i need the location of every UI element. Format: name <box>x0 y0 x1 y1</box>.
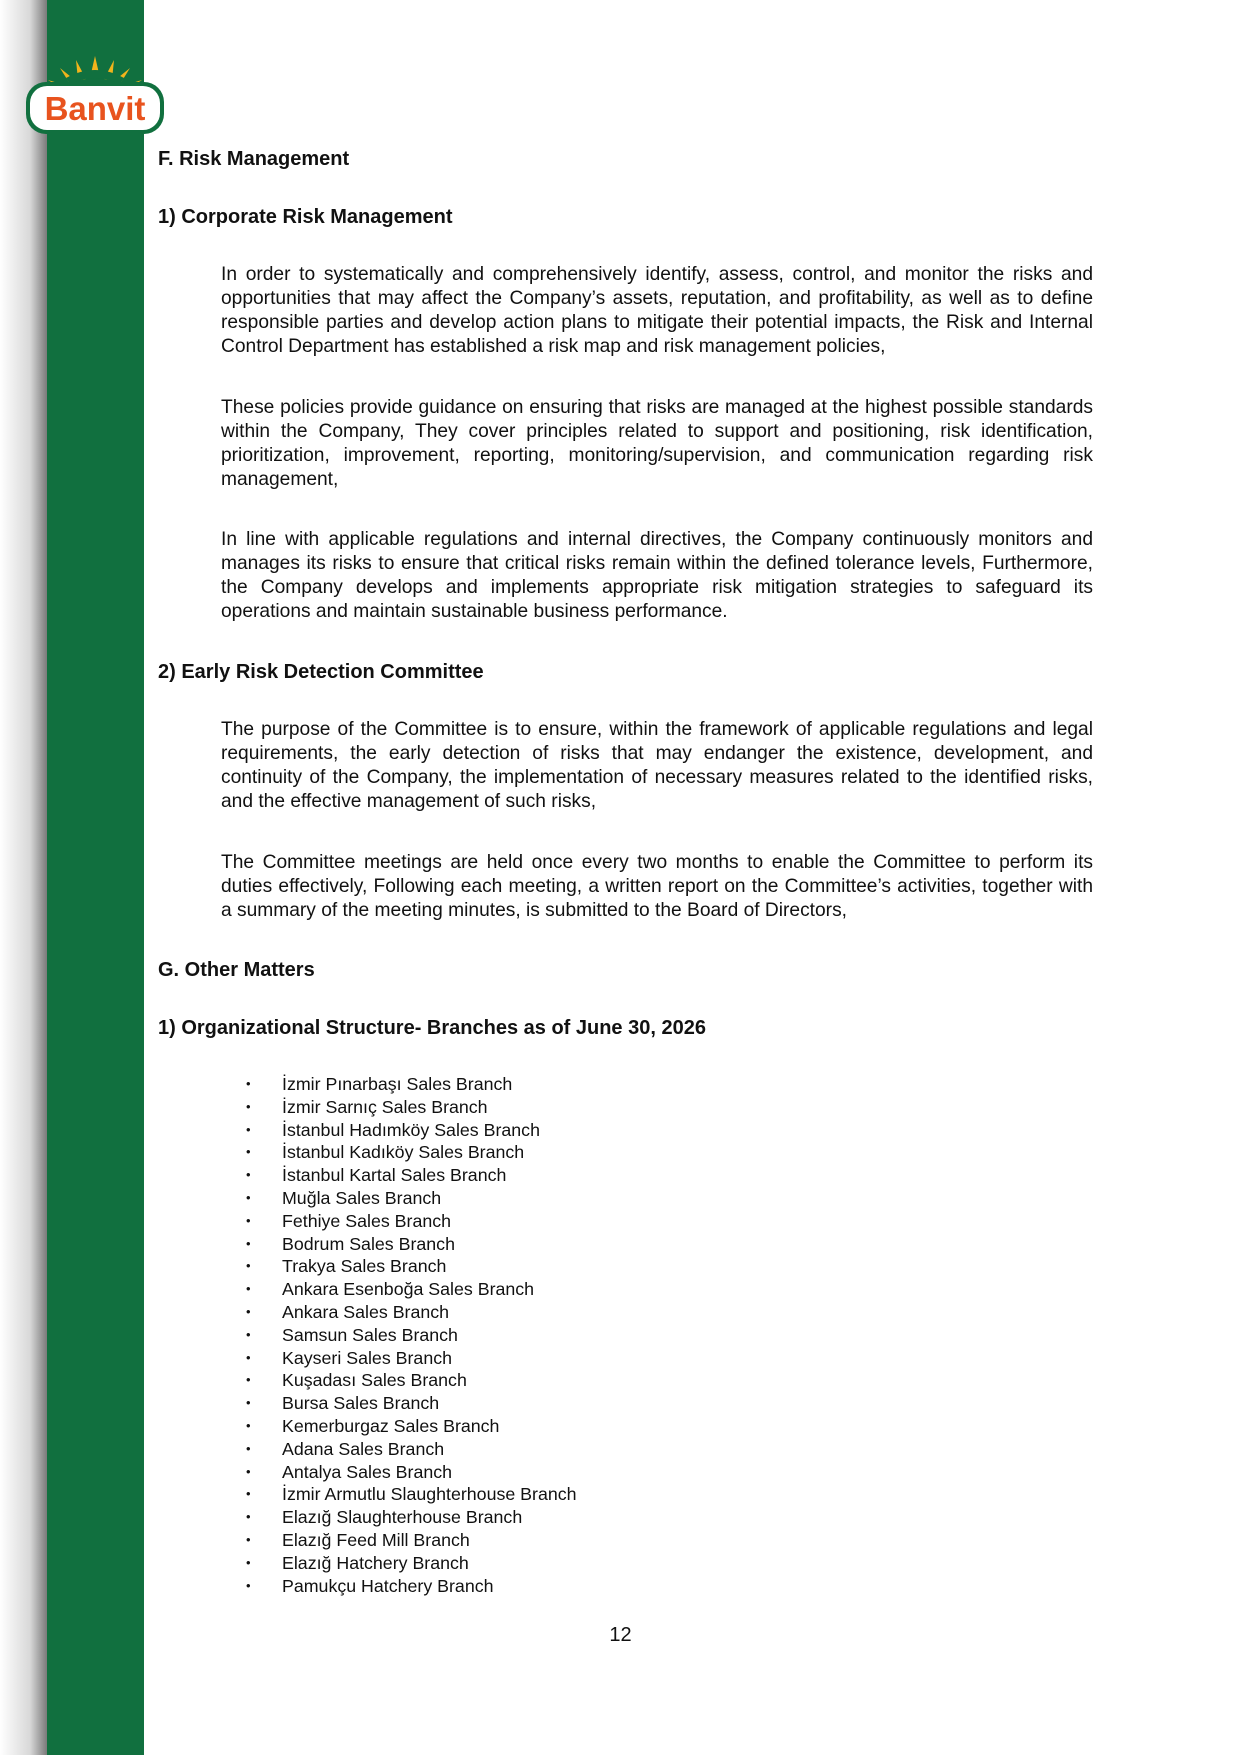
bullet-icon: • <box>246 1326 251 1342</box>
list-item <box>244 1164 577 1187</box>
bullet-icon: • <box>246 1440 251 1456</box>
subsection-title-organizational-structure: 1) Organizational Structure- Branches as of June 30, 2026 <box>158 1017 706 1039</box>
section-title-risk-management: F. Risk Management <box>158 148 350 170</box>
list-item <box>244 1529 577 1552</box>
bullet-icon: • <box>246 1417 251 1433</box>
paragraph: The purpose of the Committee is to ensure, within the framework of applicable regulations and legal requirements, the early detection of risks that may endanger the existence, development, and continuity of the Company, the implementation of necessary measures related to the identified risks, and the effective management of such risks, <box>221 719 1093 812</box>
bullet-icon: • <box>246 1577 251 1593</box>
branch-name: Elazığ Slaughterhouse Branch <box>282 1507 523 1528</box>
bullet-icon: • <box>246 1212 251 1228</box>
branch-name: Kuşadası Sales Branch <box>282 1370 467 1391</box>
bullet-icon: • <box>246 1258 251 1274</box>
bullet-icon: • <box>246 1281 251 1297</box>
list-item <box>244 1369 577 1392</box>
list-item <box>244 1301 577 1324</box>
branch-name: Trakya Sales Branch <box>282 1256 447 1277</box>
branch-name: Bursa Sales Branch <box>282 1393 440 1414</box>
branch-name: İstanbul Kartal Sales Branch <box>282 1165 507 1186</box>
bullet-icon: • <box>246 1235 251 1251</box>
paragraph: In line with applicable regulations and internal directives, the Company continuously monitors and manages its risks to ensure that critical risks remain within the defined tolerance levels, Furthermore, the Company develops and implements appropriate risk mitigation strategies to safeguard its operations and maintain sustainable business performance. <box>221 529 1093 622</box>
bullet-icon: • <box>246 1554 251 1570</box>
bullet-icon: • <box>246 1076 251 1091</box>
list-item <box>244 1552 577 1575</box>
branch-name: Samsun Sales Branch <box>282 1324 458 1345</box>
green-arc <box>66 70 124 84</box>
list-item <box>244 1575 577 1598</box>
bullet-icon: • <box>246 1509 251 1525</box>
list-item <box>244 1278 577 1301</box>
banvit-logo <box>20 48 170 140</box>
list-item <box>244 1255 577 1278</box>
bullet-icon: • <box>246 1372 251 1388</box>
bullet-icon: • <box>246 1531 251 1547</box>
branch-name: Ankara Esenboğa Sales Branch <box>282 1279 535 1300</box>
branch-name: Adana Sales Branch <box>282 1438 445 1459</box>
branch-name: Elazığ Hatchery Branch <box>282 1552 469 1573</box>
list-item <box>244 1073 577 1096</box>
page-edge-shadow <box>0 0 47 1755</box>
list-item <box>244 1483 577 1506</box>
list-item <box>244 1438 577 1461</box>
list-item <box>244 1233 577 1256</box>
list-item <box>244 1210 577 1233</box>
list-item <box>244 1392 577 1415</box>
paragraph: These policies provide guidance on ensuring that risks are managed at the highest possible standards within the Company, They cover principles related to support and positioning, risk identification, prioritization, improvement, reporting, monitoring/supervision, and communication regarding risk management, <box>221 397 1093 490</box>
section-title-other-matters: G. Other Matters <box>158 959 315 981</box>
branch-name: Elazığ Feed Mill Branch <box>282 1529 470 1550</box>
green-side-band <box>44 0 146 1755</box>
paragraph: The Committee meetings are held once every two months to enable the Committee to perform its duties effectively, Following each meeting, a written report on the Committee’s activities, together with a summary of the meeting minutes, is submitted to the Board of Directors, <box>221 852 1093 921</box>
bullet-icon: • <box>246 1189 251 1205</box>
bullet-icon: • <box>246 1098 251 1114</box>
branch-name: Muğla Sales Branch <box>282 1187 442 1208</box>
bullet-icon: • <box>246 1303 251 1319</box>
page-number: 12 <box>609 1624 632 1646</box>
bullet-icon: • <box>246 1395 251 1411</box>
bullet-icon: • <box>246 1144 251 1160</box>
branch-name: İstanbul Kadıköy Sales Branch <box>282 1142 525 1163</box>
branch-name: İzmir Sarnıç Sales Branch <box>282 1096 488 1117</box>
bullet-icon: • <box>246 1463 251 1479</box>
bullet-icon: • <box>246 1121 251 1137</box>
branch-name: Fethiye Sales Branch <box>282 1210 452 1231</box>
subsection-title-early-risk: 2) Early Risk Detection Committee <box>158 661 484 683</box>
list-item <box>244 1119 577 1142</box>
logo-wordmark: Banvit <box>44 90 146 127</box>
branch-name: Bodrum Sales Branch <box>282 1233 455 1254</box>
list-item <box>244 1415 577 1438</box>
list-item <box>244 1347 577 1370</box>
list-item <box>244 1461 577 1484</box>
branch-list <box>244 1073 577 1597</box>
branch-name: Pamukçu Hatchery Branch <box>282 1575 494 1596</box>
list-item <box>244 1324 577 1347</box>
branch-name: Antalya Sales Branch <box>282 1461 453 1482</box>
branch-name: Kayseri Sales Branch <box>282 1347 452 1368</box>
list-item <box>244 1187 577 1210</box>
bullet-icon: • <box>246 1349 251 1365</box>
branch-name: İzmir Armutlu Slaughterhouse Branch <box>282 1484 577 1505</box>
branch-name: İzmir Pınarbaşı Sales Branch <box>282 1074 513 1094</box>
bullet-icon: • <box>246 1486 251 1502</box>
list-item <box>244 1096 577 1119</box>
branch-name: Ankara Sales Branch <box>282 1301 450 1322</box>
branch-name: Kemerburgaz Sales Branch <box>282 1415 500 1436</box>
branch-name: İstanbul Hadımköy Sales Branch <box>282 1119 540 1140</box>
bullet-icon: • <box>246 1167 251 1183</box>
subsection-title-corporate-risk: 1) Corporate Risk Management <box>158 206 453 228</box>
list-item <box>244 1141 577 1164</box>
paragraph: In order to systematically and comprehensively identify, assess, control, and monitor the risks and opportunities that may affect the Company’s assets, reputation, and profitability, as well as to define responsible parties and develop action plans to mitigate their potential impacts, the Risk and Internal Control Department has established a risk map and risk management policies, <box>221 264 1093 357</box>
list-item <box>244 1506 577 1529</box>
